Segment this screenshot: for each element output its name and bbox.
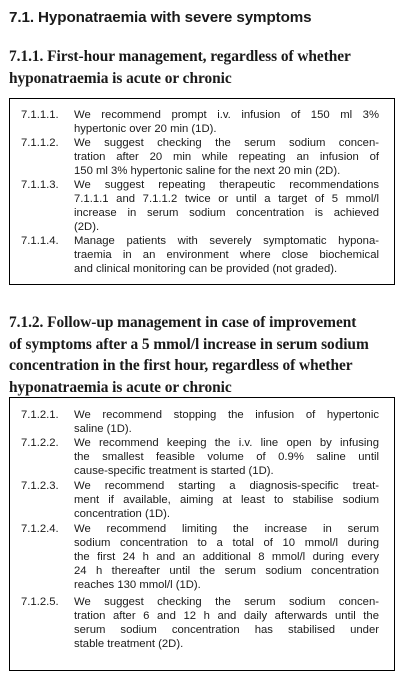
text-line: (2D).: [74, 220, 100, 233]
text-line: serum sodium concentration has stabilised under: [74, 623, 379, 636]
text-line: stable treatment (2D).: [74, 637, 184, 650]
recommendation-text: [74, 235, 379, 277]
text-line: reaches 130 mmol/l (1D).: [74, 578, 201, 591]
heading-line: of symptoms after a 5 mmol/l increase in serum sodium: [9, 335, 369, 353]
text-line: increase in serum sodium concentration is achieved: [74, 206, 379, 219]
text-line: tration after 6 and 12 h and daily afterwards until the: [74, 609, 379, 622]
text-line: We suggest checking the serum sodium concen-: [74, 137, 379, 149]
text-line: saline (1D).: [74, 422, 132, 435]
text-line: Manage patients with severely symptomatic hypona-: [74, 235, 379, 247]
text-line: 150 ml 3% hypertonic saline for the next 20 min (2D).: [74, 164, 341, 177]
heading-line: 7.1.2. Follow-up management in case of improvement: [9, 314, 357, 331]
text-line: the smallest feasible volume of 0.9% saline until: [74, 450, 379, 463]
text-line: the first 24 h and an additional 8 mmol/l during every: [74, 550, 379, 563]
recommendation-text: [74, 409, 379, 437]
text-line: cause-specific treatment is started (1D).: [74, 464, 274, 477]
recommendation-number: 7.1.1.3.: [21, 179, 59, 191]
heading-line: hyponatraemia is acute or chronic: [9, 69, 232, 87]
text-line: concentration (1D).: [74, 507, 171, 520]
heading-line: 7.1.1. First-hour management, regardless of whether: [9, 48, 351, 65]
subsection-heading-7-1-2: [9, 312, 403, 398]
text-line: We suggest checking the serum sodium concen-: [74, 596, 379, 608]
heading-line: concentration in the first hour, regardless of whether: [9, 357, 353, 374]
text-line: We suggest repeating therapeutic recommendations: [74, 179, 379, 191]
recommendation-text: [74, 596, 379, 652]
text-line: traemia in an environment where close biochemical: [74, 248, 379, 261]
recommendation-box-7-1-2: [9, 397, 395, 671]
recommendation-number: 7.1.2.4.: [21, 523, 59, 535]
recommendation-number: 7.1.2.5.: [21, 596, 59, 608]
recommendation-number: 7.1.2.3.: [21, 480, 59, 492]
text-line: We recommend starting a diagnosis-specific treat-: [74, 480, 379, 492]
recommendation-text: [74, 523, 379, 593]
recommendation-text: [74, 437, 379, 479]
text-line: We recommend stopping the infusion of hypertonic: [74, 409, 379, 421]
text-line: 7.1.1.1 and 7.1.1.2 twice or until a target of 5 mmol/l: [74, 192, 379, 205]
text-line: We recommend prompt i.v. infusion of 150 ml 3%: [74, 109, 379, 121]
text-line: and clinical monitoring can be provided (not graded).: [74, 262, 338, 275]
section-title: 7.1. Hyponatraemia with severe symptoms: [9, 9, 312, 26]
recommendation-number: 7.1.1.4.: [21, 235, 59, 247]
recommendation-number: 7.1.2.1.: [21, 409, 59, 421]
text-line: We recommend keeping the i.v. line open by infusing: [74, 437, 379, 449]
recommendation-number: 7.1.1.2.: [21, 137, 59, 149]
text-line: tration after 20 min while repeating an infusion of: [74, 150, 379, 163]
heading-line: hyponatraemia is acute or chronic: [9, 378, 232, 396]
text-line: hypertonic over 20 min (1D).: [74, 122, 217, 135]
recommendation-text: [74, 109, 379, 137]
recommendation-number: 7.1.2.2.: [21, 437, 59, 449]
text-line: 24 h thereafter until the serum sodium concentration: [74, 564, 379, 577]
subsection-heading-7-1-1: [9, 46, 403, 89]
text-line: We recommend limiting the increase in serum: [74, 523, 379, 535]
text-line: sodium concentration to a total of 10 mmol/l during: [74, 536, 379, 549]
recommendation-text: [74, 480, 379, 522]
text-line: ment if available, aiming at least to stabilise sodium: [74, 493, 379, 506]
recommendation-box-7-1-1: [9, 98, 395, 285]
recommendation-text: [74, 179, 379, 235]
recommendation-number: 7.1.1.1.: [21, 109, 59, 121]
recommendation-text: [74, 137, 379, 179]
